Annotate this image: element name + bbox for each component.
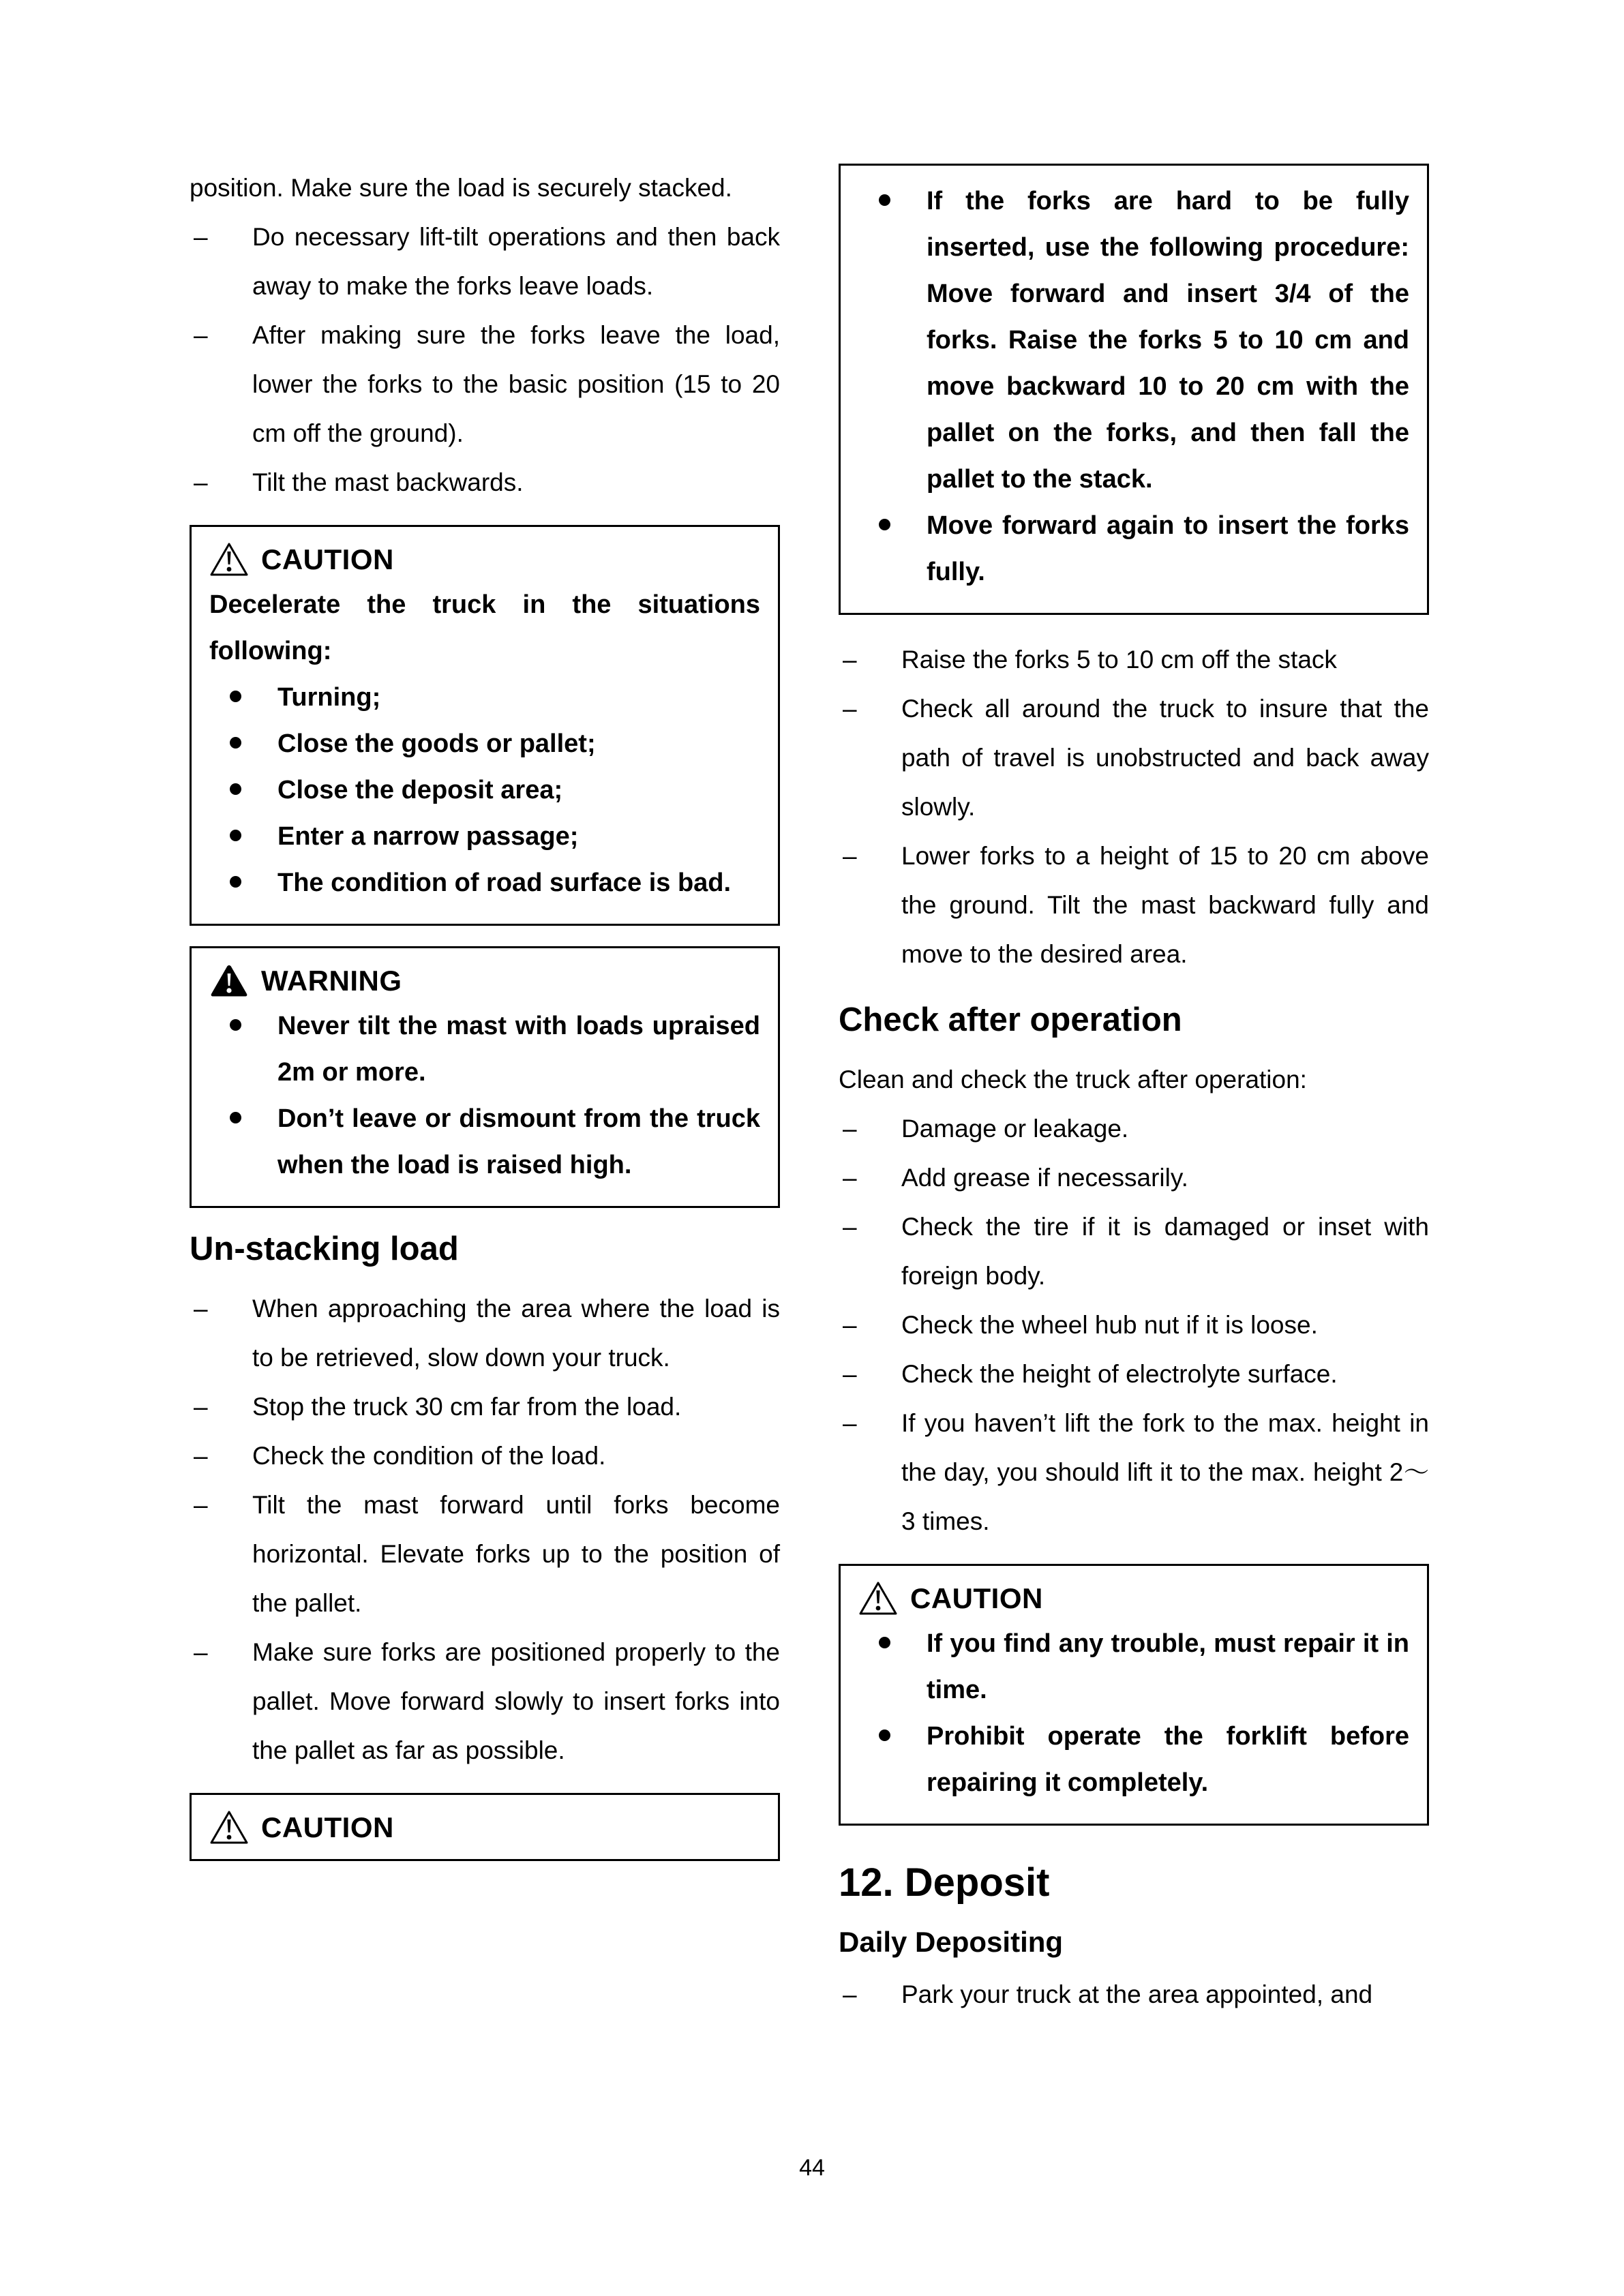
list-item	[839, 1350, 1429, 1399]
notice-label: CAUTION	[910, 1582, 1043, 1614]
list-item	[209, 674, 760, 721]
list-item-text: If the forks are hard to be fully inserted, use the following procedure: Move forward and insert 3/4 of the forks. Raise the forks 5 to 10 cm and move backward 10 to 20 cm with the pallet on the forks, and then fall the pallet to the stack.	[927, 187, 1409, 494]
list-item-text: Tilt the mast backwards.	[252, 468, 524, 496]
list-item-text: Damage or leakage.	[901, 1115, 1129, 1143]
caution-box-decelerate	[190, 525, 780, 926]
list-item	[190, 1383, 780, 1432]
list-item	[839, 1203, 1429, 1301]
list-item	[190, 1628, 780, 1775]
list-item-text: Tilt the mast forward until forks become horizontal. Elevate forks up to the position of the pallet.	[252, 1491, 780, 1617]
notice-header	[858, 1581, 1409, 1616]
list-item-text: After making sure the forks leave the load, lower the forks to the basic position (15 to 20 cm off the ground).	[252, 321, 780, 447]
bullet-dot-icon	[230, 783, 241, 795]
list-item	[839, 1970, 1429, 2019]
bullet-dot-icon	[230, 876, 241, 888]
left-column	[190, 164, 780, 2134]
continued-paragraph: position. Make sure the load is securely stacked.	[190, 174, 732, 202]
list-item	[839, 1153, 1429, 1203]
list-item-text: The condition of road surface is bad.	[277, 868, 732, 897]
list-item-text: Make sure forks are positioned properly to the pallet. Move forward slowly to insert forks into the pallet as far as possible.	[252, 1638, 780, 1764]
caution-triangle-icon	[209, 542, 249, 577]
bullet-dot-icon	[879, 1637, 890, 1648]
caution-box-bottom	[190, 1793, 780, 1861]
notice-label: CAUTION	[261, 543, 394, 575]
list-item	[190, 1284, 780, 1383]
list-item	[839, 1104, 1429, 1153]
list-item-text: Turning;	[277, 683, 381, 712]
list-item	[190, 213, 780, 311]
bullet-dot-icon	[230, 830, 241, 841]
list-item	[209, 1003, 760, 1096]
list-item	[209, 813, 760, 860]
bullet-dot-icon	[230, 1112, 241, 1123]
list-item	[858, 502, 1409, 595]
list-item-text: Add grease if necessarily.	[901, 1164, 1188, 1192]
list-item	[190, 458, 780, 507]
notice-body	[209, 581, 760, 906]
bullet-dot-icon	[879, 519, 890, 530]
notice-body	[858, 1620, 1409, 1806]
list-item	[209, 767, 760, 813]
dash-marker: –	[843, 695, 857, 723]
page-content	[190, 164, 1430, 2134]
list-item-text: Close the deposit area;	[277, 776, 563, 804]
list-item	[190, 1481, 780, 1628]
dash-marker: –	[843, 646, 857, 674]
list-item-text: Stop the truck 30 cm far from the load.	[252, 1393, 682, 1421]
list-item	[190, 1432, 780, 1481]
list-item	[839, 832, 1429, 979]
section-heading-unstacking: Un-stacking load	[190, 1230, 459, 1267]
list-item	[209, 860, 760, 906]
list-item	[839, 1399, 1429, 1546]
dash-marker: –	[194, 321, 208, 349]
chapter-heading-deposit: 12. Deposit	[839, 1860, 1050, 1905]
bullet-dot-icon	[230, 737, 241, 749]
dash-marker: –	[194, 223, 208, 251]
page-number: 44	[799, 2155, 825, 2181]
list-item-text: Move forward again to insert the forks fully.	[927, 511, 1409, 586]
list-item	[209, 721, 760, 767]
notice-header	[209, 1810, 760, 1845]
list-item	[839, 684, 1429, 832]
list-item-text: Check the tire if it is damaged or inset with foreign body.	[901, 1213, 1429, 1290]
notice-body	[858, 178, 1409, 595]
notice-header	[209, 963, 760, 999]
dash-marker: –	[194, 1295, 208, 1323]
dash-marker: –	[843, 842, 857, 870]
list-item-text: Prohibit operate the forklift before repairing it completely.	[927, 1722, 1409, 1797]
list-item	[858, 1713, 1409, 1806]
list-item	[190, 311, 780, 458]
list-item	[209, 1096, 760, 1188]
warning-triangle-icon	[209, 963, 249, 999]
dash-marker: –	[843, 1213, 857, 1241]
list-item	[858, 178, 1409, 502]
bullet-dot-icon	[230, 691, 241, 702]
list-item-text: When approaching the area where the load is to be retrieved, slow down your truck.	[252, 1295, 780, 1372]
check-after-operation-intro: Clean and check the truck after operation:	[839, 1066, 1307, 1093]
list-item-text: Do necessary lift-tilt operations and then back away to make the forks leave loads.	[252, 223, 780, 300]
dash-marker: –	[194, 1491, 208, 1519]
dash-marker: –	[843, 1164, 857, 1192]
section-heading-check-after-operation: Check after operation	[839, 1001, 1182, 1038]
notice-header	[209, 542, 760, 577]
list-item	[858, 1620, 1409, 1713]
dash-marker: –	[843, 1311, 857, 1339]
notice-label: WARNING	[261, 965, 402, 997]
continued-notice-box	[839, 164, 1429, 615]
list-item-text: Enter a narrow passage;	[277, 822, 579, 851]
bullet-dot-icon	[230, 1019, 241, 1031]
caution-box-repair	[839, 1564, 1429, 1826]
right-column	[839, 164, 1429, 2134]
list-item-text: Raise the forks 5 to 10 cm off the stack	[901, 646, 1337, 674]
caution-triangle-icon	[858, 1581, 898, 1616]
list-item-text: Close the goods or pallet;	[277, 729, 596, 758]
list-item	[839, 1301, 1429, 1350]
dash-marker: –	[843, 1980, 857, 2008]
warning-box-tilt	[190, 946, 780, 1208]
dash-marker: –	[194, 468, 208, 496]
list-item-text: Check all around the truck to insure that the path of travel is unobstructed and back away slowly.	[901, 695, 1429, 821]
notice-label: CAUTION	[261, 1811, 394, 1843]
dash-marker: –	[194, 1393, 208, 1421]
list-item-text: Check the condition of the load.	[252, 1442, 606, 1470]
dash-marker: –	[843, 1409, 857, 1437]
bullet-dot-icon	[879, 1729, 890, 1741]
notice-body	[209, 1003, 760, 1188]
list-item-text: Check the height of electrolyte surface.	[901, 1360, 1338, 1388]
list-item-text: Lower forks to a height of 15 to 20 cm above the ground. Tilt the mast backward fully and move to the desired area.	[901, 842, 1429, 968]
dash-marker: –	[194, 1442, 208, 1470]
list-item-text: Don’t leave or dismount from the truck when the load is raised high.	[277, 1104, 760, 1179]
caution-triangle-icon	[209, 1810, 249, 1845]
list-item-text: If you haven’t lift the fork to the max. height in the day, you should lift it to the max. height 2～3 times.	[901, 1409, 1429, 1535]
bullet-dot-icon	[879, 194, 890, 206]
list-item-text: Park your truck at the area appointed, and	[901, 1980, 1373, 2008]
dash-marker: –	[194, 1638, 208, 1666]
notice-lead-text: Decelerate the truck in the situations following:	[209, 590, 760, 665]
dash-marker: –	[843, 1360, 857, 1388]
list-item-text: Never tilt the mast with loads upraised 2m or more.	[277, 1012, 760, 1087]
dash-marker: –	[843, 1115, 857, 1143]
list-item-text: If you find any trouble, must repair it in time.	[927, 1629, 1409, 1704]
subsection-heading-daily-depositing: Daily Depositing	[839, 1926, 1064, 1958]
list-item-text: Check the wheel hub nut if it is loose.	[901, 1311, 1318, 1339]
list-item	[839, 635, 1429, 684]
